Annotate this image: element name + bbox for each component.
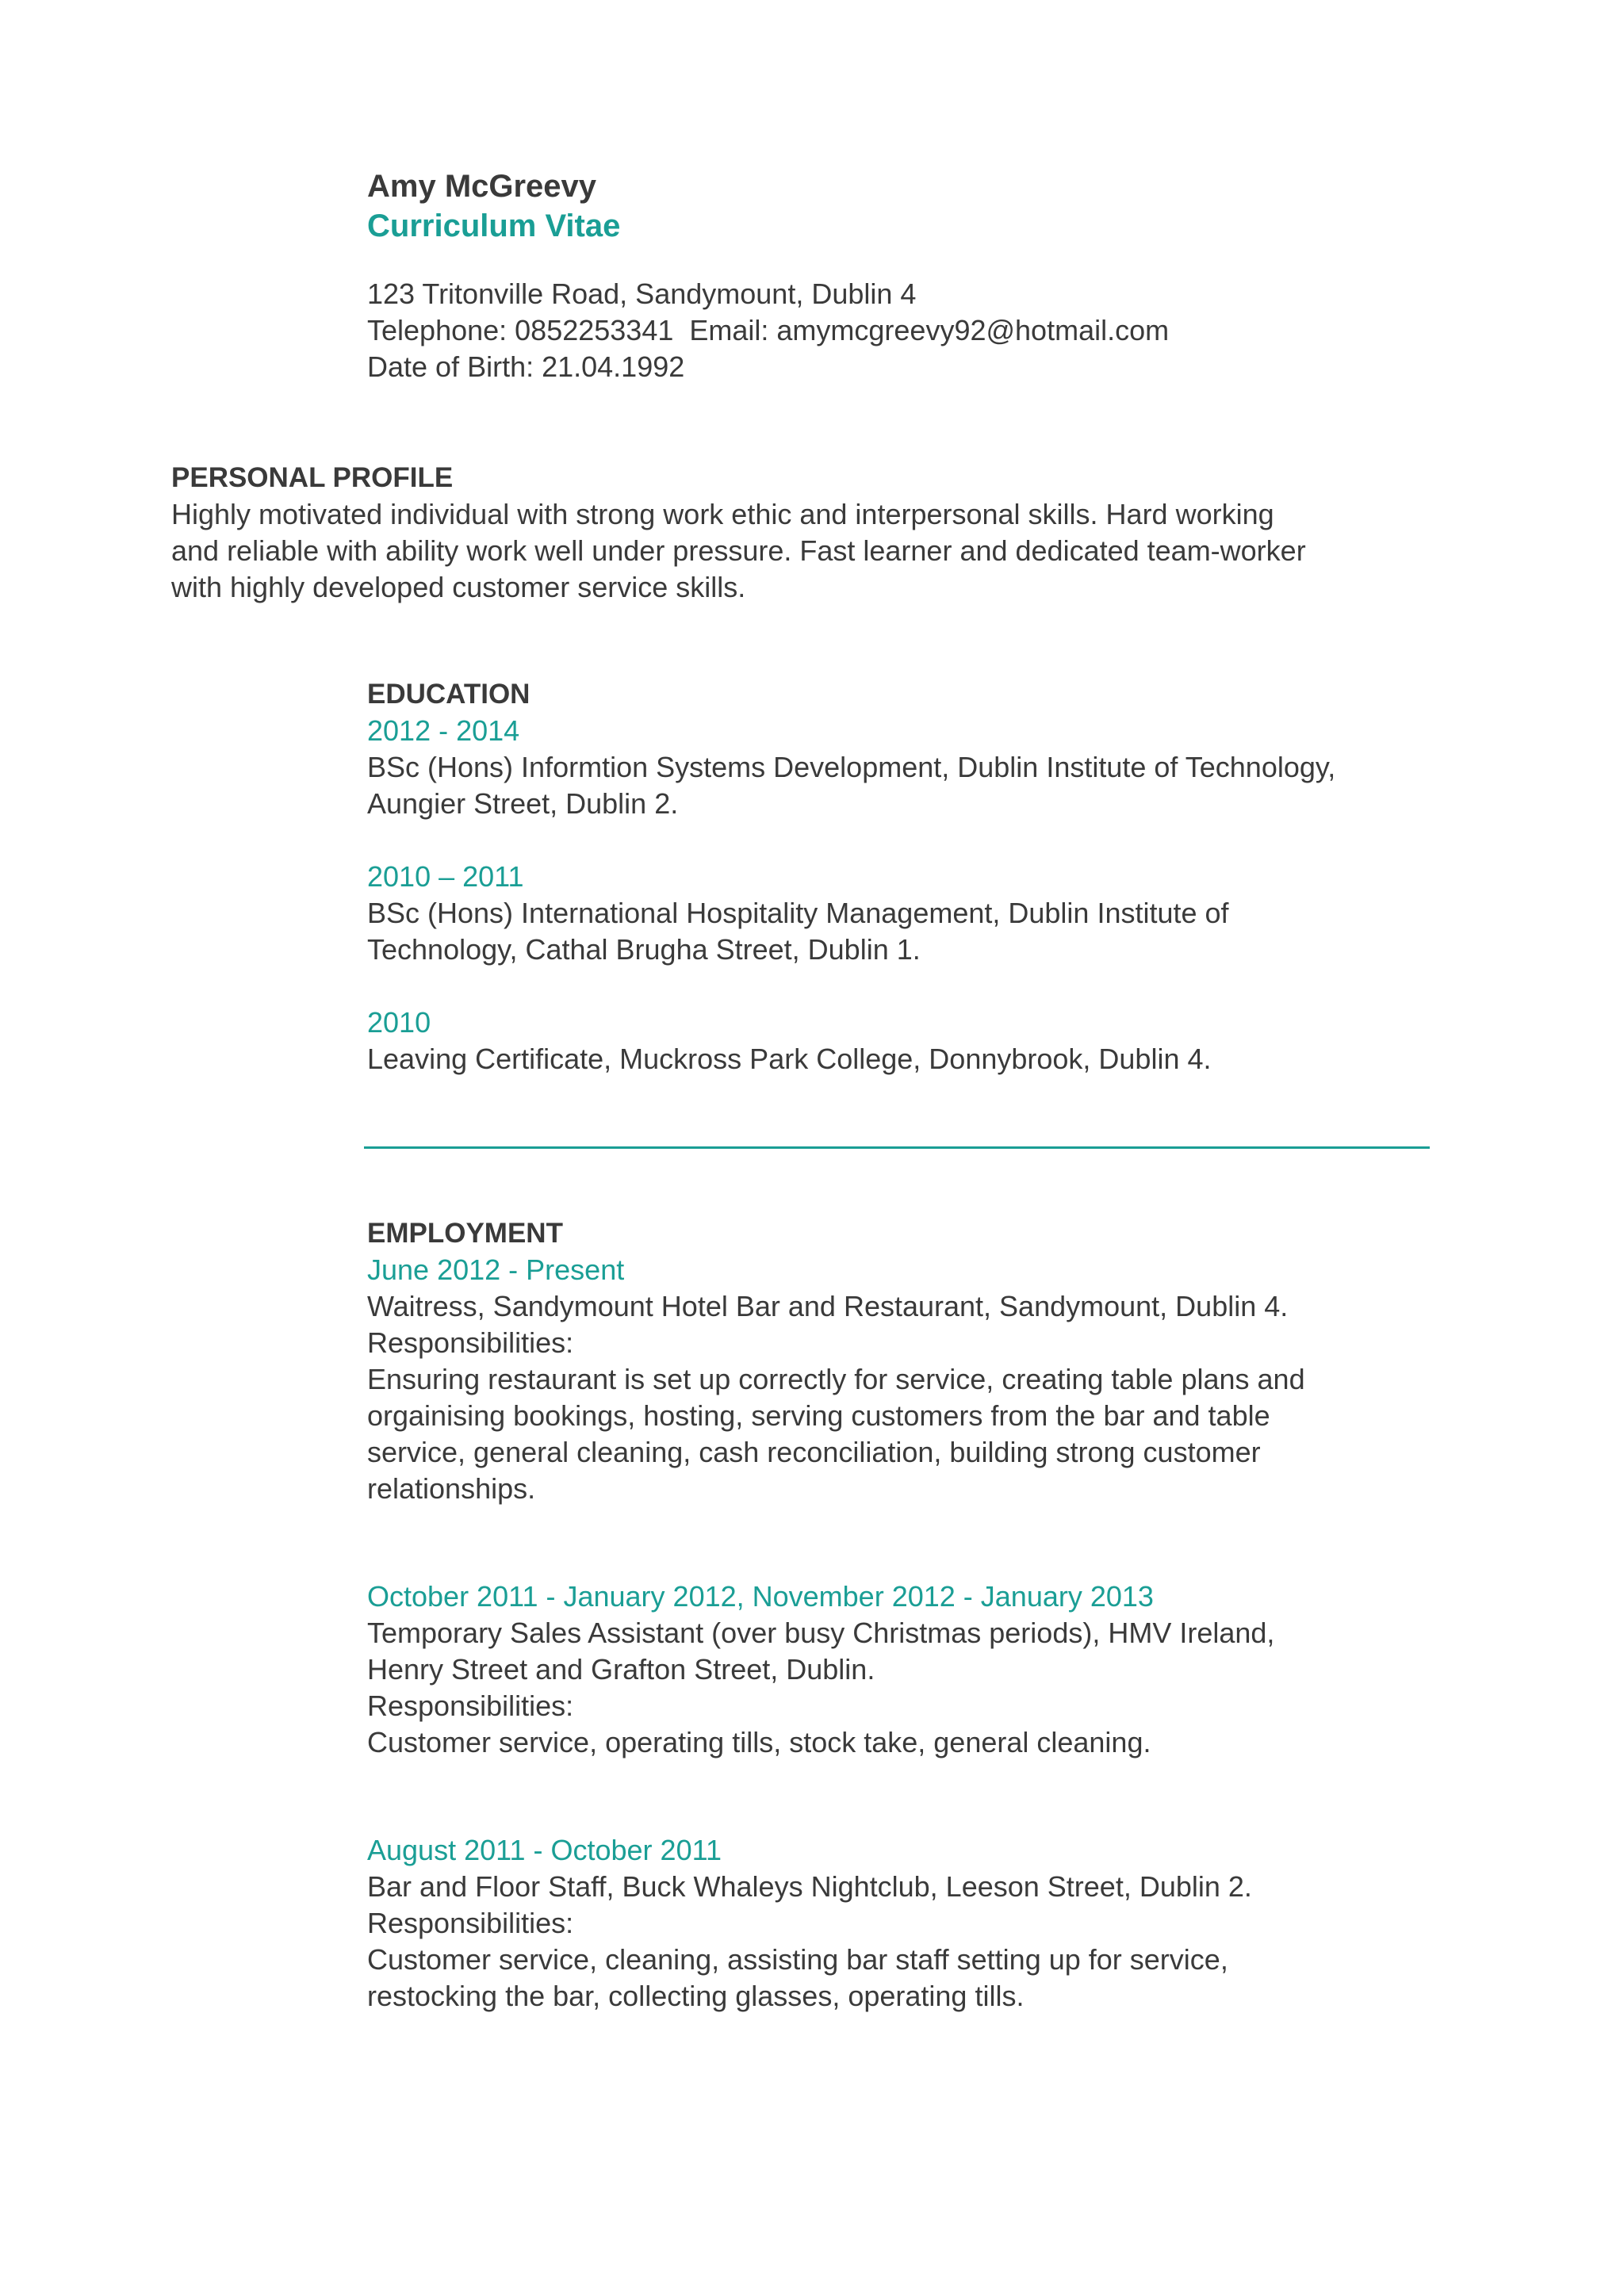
- employment-date: October 2011 - January 2012, November 2012 - January 2013: [367, 1580, 1154, 1613]
- education-date: 2010 – 2011: [367, 860, 524, 893]
- employment-line: Responsibilities:: [367, 1907, 574, 1939]
- profile-text: [171, 496, 1456, 606]
- contact-details: [367, 276, 1477, 385]
- cv-header: [367, 166, 1477, 385]
- employment-entry: [367, 1578, 1477, 1761]
- employment-details: [367, 1869, 1477, 2015]
- profile-line: and reliable with ability work well under pressure. Fast learner and dedicated team-worker: [171, 534, 1306, 567]
- employment-section: [367, 1215, 1477, 2086]
- education-date: 2010: [367, 1006, 431, 1039]
- employment-line: restocking the bar, collecting glasses, operating tills.: [367, 1980, 1025, 2012]
- address-line: 123 Tritonville Road, Sandymount, Dublin 4: [367, 277, 917, 310]
- education-line: Leaving Certificate, Muckross Park College, Donnybrook, Dublin 4.: [367, 1043, 1212, 1075]
- section-heading-employment: EMPLOYMENT: [367, 1218, 563, 1249]
- education-section: [367, 676, 1477, 1114]
- employment-line: Customer service, operating tills, stock take, general cleaning.: [367, 1726, 1151, 1758]
- personal-profile-section: [171, 460, 1456, 606]
- education-date: 2012 - 2014: [367, 714, 520, 747]
- education-entry: [367, 859, 1477, 968]
- person-name: Amy McGreevy: [367, 169, 597, 204]
- education-line: Aungier Street, Dublin 2.: [367, 787, 679, 820]
- section-heading-education: EDUCATION: [367, 679, 530, 710]
- phone-email-line: Telephone: 0852253341 Email: amymcgreevy92@hotmail.com: [367, 314, 1170, 346]
- employment-date: June 2012 - Present: [367, 1253, 625, 1286]
- section-heading-profile: PERSONAL PROFILE: [171, 462, 454, 493]
- education-line: BSc (Hons) Informtion Systems Development, Dublin Institute of Technology,: [367, 751, 1336, 783]
- education-line: BSc (Hons) International Hospitality Management, Dublin Institute of: [367, 897, 1229, 929]
- employment-line: orgainising bookings, hosting, serving customers from the bar and table: [367, 1399, 1270, 1432]
- employment-line: Waitress, Sandymount Hotel Bar and Restaurant, Sandymount, Dublin 4.: [367, 1290, 1289, 1322]
- education-details: [367, 749, 1477, 822]
- employment-line: service, general cleaning, cash reconciliation, building strong customer: [367, 1436, 1261, 1468]
- employment-entry: [367, 1252, 1477, 1507]
- education-line: Technology, Cathal Brugha Street, Dublin 1.: [367, 933, 921, 966]
- education-entry: [367, 1004, 1477, 1077]
- employment-line: Temporary Sales Assistant (over busy Christmas periods), HMV Ireland,: [367, 1617, 1275, 1649]
- profile-line: Highly motivated individual with strong work ethic and interpersonal skills. Hard working: [171, 498, 1274, 530]
- employment-line: Bar and Floor Staff, Buck Whaleys Nightclub, Leeson Street, Dublin 2.: [367, 1870, 1252, 1903]
- employment-line: Henry Street and Grafton Street, Dublin.: [367, 1653, 875, 1686]
- employment-line: Responsibilities:: [367, 1326, 574, 1359]
- employment-details: [367, 1288, 1477, 1507]
- employment-line: Responsibilities:: [367, 1689, 574, 1722]
- employment-line: Customer service, cleaning, assisting bar staff setting up for service,: [367, 1943, 1228, 1976]
- employment-entry: [367, 1832, 1477, 2015]
- education-details: [367, 895, 1477, 968]
- employment-details: [367, 1615, 1477, 1761]
- employment-line: Ensuring restaurant is set up correctly for service, creating table plans and: [367, 1363, 1305, 1395]
- employment-date: August 2011 - October 2011: [367, 1834, 722, 1866]
- section-divider: [364, 1146, 1430, 1149]
- document-title: Curriculum Vitae: [367, 209, 621, 243]
- education-details: [367, 1041, 1477, 1077]
- employment-line: relationships.: [367, 1472, 536, 1505]
- profile-line: with highly developed customer service skills.: [171, 571, 746, 603]
- education-entry: [367, 713, 1477, 822]
- date-of-birth-line: Date of Birth: 21.04.1992: [367, 350, 685, 383]
